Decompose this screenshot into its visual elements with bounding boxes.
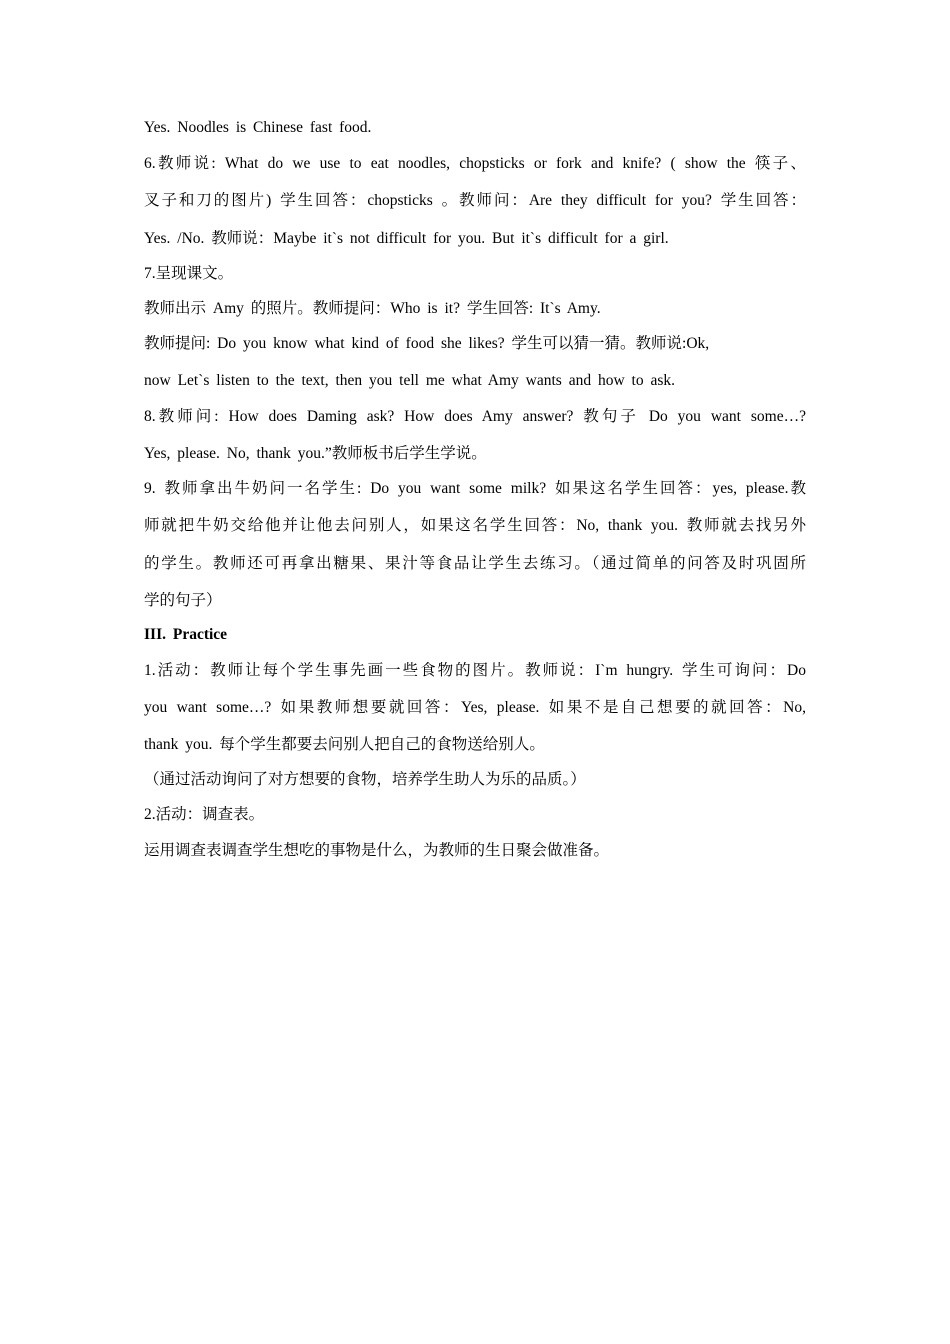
text-line: Yes. /No. 教师说：Maybe it`s not difficult for you. But it`s difficult for a girl. [144, 230, 669, 247]
text-line: thank you. 每个学生都要去问别人把自己的食物送给别人。 [144, 736, 545, 753]
text-line: 运用调查表调查学生想吃的事物是什么，为教师的生日聚会做准备。 [144, 842, 610, 859]
section-heading: III. Practice [144, 626, 228, 643]
text-line: 6.教师说: What do we use to eat noodles, chopsticks or fork and knife? ( show the 筷子、 [144, 155, 806, 172]
text-line: 学的句子） [144, 592, 222, 609]
text-line: Yes. Noodles is Chinese fast food. [144, 119, 372, 136]
text-line: 教师提问: Do you know what kind of food she likes? 学生可以猜一猜。教师说:Ok, [144, 335, 710, 352]
text-line: 9. 教师拿出牛奶问一名学生: Do you want some milk? 如果这名学生回答：yes, please.教 [144, 480, 806, 497]
text-line: you want some…? 如果教师想要就回答：Yes, please. 如果不是自己想要的就回答：No, [144, 699, 806, 716]
text-line: （通过活动询问了对方想要的食物，培养学生助人为乐的品质。） [144, 771, 586, 788]
text-line: 师就把牛奶交给他并让他去问别人，如果这名学生回答：No, thank you. 教师就去找另外 [144, 517, 806, 534]
text-line: 教师出示 Amy 的照片。教师提问：Who is it? 学生回答: It`s Amy. [144, 300, 601, 317]
text-line: 1.活动：教师让每个学生事先画一些食物的图片。教师说：I`m hungry. 学生可询问：Do [144, 662, 806, 679]
text-line: 的学生。教师还可再拿出糖果、果汁等食品让学生去练习。（通过简单的问答及时巩固所 [144, 555, 806, 572]
text-line: now Let`s listen to the text, then you tell me what Amy wants and how to ask. [144, 372, 676, 389]
text-line: 叉子和刀的图片) 学生回答：chopsticks 。教师问：Are they difficult for you? 学生回答： [144, 192, 806, 209]
text-line: 2.活动：调查表。 [144, 806, 265, 823]
text-line: 8.教师问: How does Daming ask? How does Amy answer? 教句子 Do you want some…? [144, 408, 806, 425]
text-line: 7.呈现课文。 [144, 265, 234, 282]
text-line: Yes, please. No, thank you.”教师板书后学生学说。 [144, 445, 487, 462]
